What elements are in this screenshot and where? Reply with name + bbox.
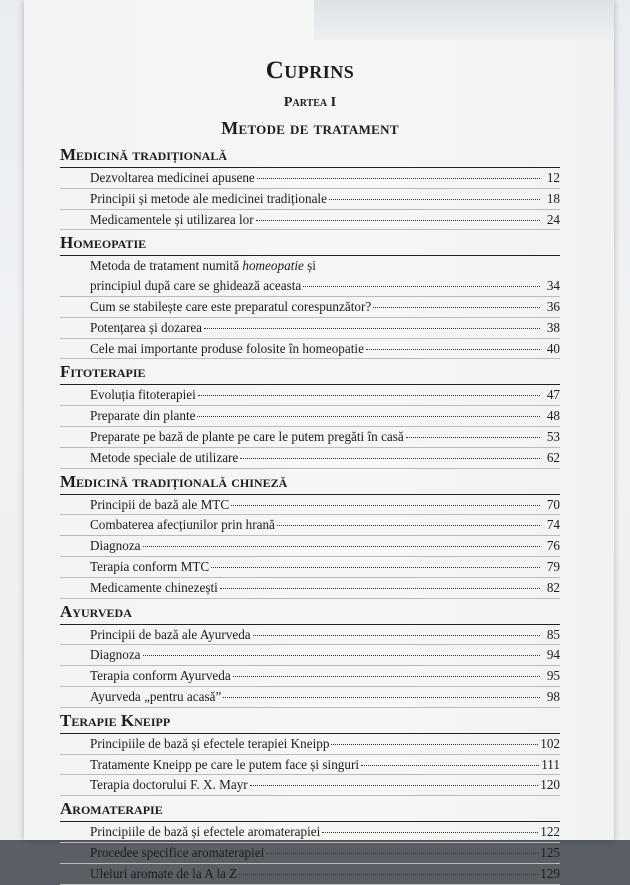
- dot-leader: [331, 744, 538, 745]
- page-number: 95: [546, 668, 560, 684]
- toc-entry-continued: [60, 276, 560, 297]
- page-number: 47: [546, 387, 560, 403]
- section-title: Medicină tradițională: [60, 145, 560, 168]
- part-title: Metode de tratament: [221, 118, 399, 138]
- page-number: 70: [546, 496, 560, 512]
- page-number: 120: [540, 777, 560, 793]
- entry-label: Principiile de bază și efectele aromaterapiei: [90, 824, 321, 840]
- table-of-contents: [60, 54, 560, 885]
- dot-leader: [329, 199, 540, 200]
- page-number: 53: [546, 428, 560, 444]
- toc-entry: [60, 666, 560, 687]
- toc-entry: [60, 864, 560, 885]
- page-number: 111: [541, 756, 560, 772]
- page-number: 18: [546, 190, 560, 206]
- toc-entry: [60, 843, 560, 864]
- dot-leader: [220, 588, 540, 589]
- entry-label: Ayurveda „pentru acasă”: [90, 688, 222, 704]
- toc-entry: [60, 318, 560, 339]
- page-number: 36: [546, 298, 560, 314]
- toc-entry: [60, 578, 560, 599]
- entry-label: Evoluția fitoterapiei: [90, 387, 196, 403]
- toc-entry: [60, 339, 560, 360]
- toc-entry: [60, 755, 560, 776]
- dot-leader: [266, 853, 538, 854]
- entry-label: Uleiuri aromate de la A la Z: [90, 865, 238, 881]
- toc-entry: [60, 189, 560, 210]
- dot-leader: [231, 505, 540, 506]
- page-number: 94: [546, 647, 560, 663]
- entry-label: Metode speciale de utilizare: [90, 449, 239, 465]
- dot-leader: [240, 458, 540, 459]
- entry-label: Medicamente chinezești: [90, 579, 218, 595]
- toc-entry: [60, 515, 560, 536]
- entry-label-part: și: [303, 258, 316, 274]
- entry-label: Terapia doctorului F. X. Mayr: [90, 777, 248, 793]
- toc-entry: [60, 822, 560, 843]
- page-number: 122: [540, 824, 560, 840]
- dot-leader: [256, 220, 540, 221]
- entry-label-part: Metoda de tratament numită: [90, 258, 243, 274]
- page-number: 129: [540, 865, 560, 881]
- page-number: 74: [546, 517, 560, 533]
- dot-leader: [250, 785, 539, 786]
- entry-label: Medicamentele și utilizarea lor: [90, 211, 254, 227]
- section-title: Fitoterapie: [60, 362, 560, 385]
- entry-label-emphasis: homeopatie: [242, 258, 304, 274]
- dot-leader: [197, 416, 540, 417]
- toc-entry: [60, 557, 560, 578]
- page-number: 40: [546, 340, 560, 356]
- toc-sections: [60, 145, 560, 885]
- entry-label: Principiile de bază și efectele terapiei Kneipp: [90, 735, 330, 751]
- page-number: 76: [546, 538, 560, 554]
- page-number: 62: [546, 449, 560, 465]
- dot-leader: [253, 635, 540, 636]
- entry-label: principiul după care se ghidează aceasta: [90, 278, 302, 294]
- toc-entry: [60, 625, 560, 646]
- dot-leader: [239, 874, 538, 875]
- entry-label: [90, 256, 316, 276]
- entry-label: Preparate din plante: [90, 408, 196, 424]
- section-title: Ayurveda: [60, 602, 560, 625]
- dot-leader: [211, 567, 540, 568]
- toc-entry: [60, 168, 560, 189]
- toc-entry: [60, 406, 560, 427]
- part-label: Partea I: [283, 95, 337, 110]
- entry-label: Principii de bază ale MTC: [90, 496, 230, 512]
- dot-leader: [204, 328, 540, 329]
- page-number: 85: [546, 626, 560, 642]
- toc-entry: [60, 297, 560, 318]
- entry-label: Diagnoza: [90, 647, 141, 663]
- dot-leader: [361, 765, 539, 766]
- section-title: Aromaterapie: [60, 799, 560, 822]
- entry-label: Cum se stabilește care este preparatul corespunzător?: [90, 298, 372, 314]
- entry-label: Principii și metode ale medicinei tradiționale: [90, 190, 327, 206]
- dot-leader: [303, 286, 540, 287]
- dot-leader: [257, 178, 540, 179]
- entry-label: Preparate pe bază de plante pe care le putem pregăti în casă: [90, 428, 404, 444]
- entry-label: Potențarea și dozarea: [90, 319, 203, 335]
- page-number: 48: [546, 408, 560, 424]
- page-number: 98: [546, 688, 560, 704]
- section-title: Homeopatie: [60, 233, 560, 256]
- show-through-area: [314, 0, 614, 40]
- entry-label: Tratamente Kneipp pe care le putem face și singuri: [90, 756, 360, 772]
- dot-leader: [277, 525, 540, 526]
- toc-entry: [60, 536, 560, 557]
- toc-entry: [60, 645, 560, 666]
- entry-label: Principii de bază ale Ayurveda: [90, 626, 251, 642]
- page-number: 34: [546, 278, 560, 294]
- entry-label: Terapia conform MTC: [90, 558, 210, 574]
- page-number: 24: [546, 211, 560, 227]
- page-number: 102: [540, 735, 560, 751]
- page-number: 38: [546, 319, 560, 335]
- entry-label: Cele mai importante produse folosite în homeopatie: [90, 340, 364, 356]
- entry-label: Combaterea afecțiunilor prin hrană: [90, 517, 275, 533]
- dot-leader: [143, 546, 540, 547]
- dot-leader: [233, 676, 540, 677]
- toc-entry: [60, 427, 560, 448]
- dot-leader: [406, 437, 540, 438]
- toc-entry: [60, 495, 560, 516]
- dot-leader: [223, 697, 540, 698]
- page-number: 79: [546, 558, 560, 574]
- toc-title: Cuprins: [265, 57, 355, 84]
- entry-label: Terapia conform Ayurveda: [90, 668, 231, 684]
- dot-leader: [366, 349, 540, 350]
- toc-entry: [60, 256, 560, 276]
- dot-leader: [322, 832, 538, 833]
- dot-leader: [143, 655, 540, 656]
- entry-label: Dezvoltarea medicinei apusene: [90, 170, 255, 185]
- dot-leader: [373, 307, 540, 308]
- dot-leader: [198, 395, 540, 396]
- entry-label: Procedee specifice aromaterapiei: [90, 844, 265, 860]
- toc-entry: [60, 448, 560, 469]
- entry-label: Diagnoza: [90, 538, 141, 554]
- page-number: 12: [546, 170, 560, 185]
- section-title: Medicină tradițională chineză: [60, 472, 560, 495]
- toc-entry: [60, 775, 560, 796]
- section-title: Terapie Kneipp: [60, 711, 560, 734]
- page-number: 125: [540, 844, 560, 860]
- toc-entry: [60, 687, 560, 708]
- toc-entry: [60, 210, 560, 231]
- page-number: 82: [546, 579, 560, 595]
- book-page: [24, 0, 614, 881]
- toc-entry: [60, 734, 560, 755]
- toc-entry: [60, 385, 560, 406]
